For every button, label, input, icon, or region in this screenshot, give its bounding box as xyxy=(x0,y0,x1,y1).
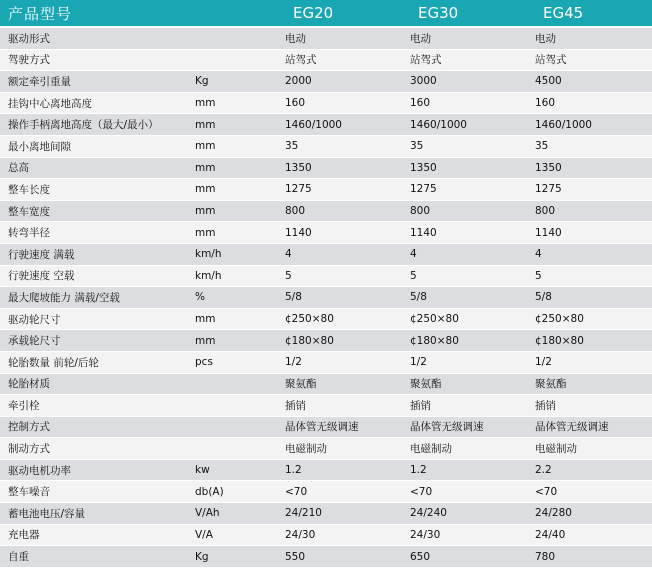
spec-unit: km/h xyxy=(195,243,283,265)
spec-unit: db(A) xyxy=(195,481,283,503)
spec-name: 驾驶方式 xyxy=(0,49,195,71)
spec-name: 牵引栓 xyxy=(0,395,195,417)
spec-value: 聚氨酯 xyxy=(283,373,408,395)
spec-unit xyxy=(195,416,283,438)
spec-name: 蓄电池电压/容量 xyxy=(0,503,195,525)
spec-value: 电动 xyxy=(283,27,408,49)
spec-name: 行驶速度 满载 xyxy=(0,243,195,265)
spec-name: 额定牵引重量 xyxy=(0,71,195,93)
spec-unit: V/A xyxy=(195,524,283,546)
spec-value: 160 xyxy=(408,92,533,114)
spec-value: 24/30 xyxy=(283,524,408,546)
table-row xyxy=(0,308,652,330)
spec-unit: mm xyxy=(195,114,283,136)
table-row xyxy=(0,49,652,71)
spec-value: 1350 xyxy=(408,157,533,179)
spec-unit xyxy=(195,49,283,71)
spec-value: 160 xyxy=(283,92,408,114)
spec-value: 1140 xyxy=(533,222,652,244)
spec-name: 转弯半径 xyxy=(0,222,195,244)
spec-value: 插销 xyxy=(283,395,408,417)
spec-name: 行驶速度 空载 xyxy=(0,265,195,287)
spec-value: 2000 xyxy=(283,71,408,93)
spec-value: 24/210 xyxy=(283,503,408,525)
spec-value: 24/30 xyxy=(408,524,533,546)
spec-value: 1460/1000 xyxy=(408,114,533,136)
spec-value: ¢250×80 xyxy=(533,308,652,330)
spec-value: ¢180×80 xyxy=(283,330,408,352)
spec-unit: V/Ah xyxy=(195,503,283,525)
spec-value: ¢180×80 xyxy=(533,330,652,352)
table-row xyxy=(0,179,652,201)
spec-unit: mm xyxy=(195,308,283,330)
spec-value: 5 xyxy=(283,265,408,287)
table-row xyxy=(0,92,652,114)
table-row xyxy=(0,546,652,568)
spec-value: 1460/1000 xyxy=(533,114,652,136)
spec-value: 1275 xyxy=(533,179,652,201)
spec-value: 1/2 xyxy=(533,351,652,373)
spec-name: 制动方式 xyxy=(0,438,195,460)
spec-unit xyxy=(195,438,283,460)
spec-value: 1140 xyxy=(408,222,533,244)
spec-name: 驱动电机功率 xyxy=(0,459,195,481)
spec-value: 1/2 xyxy=(283,351,408,373)
spec-name: 总高 xyxy=(0,157,195,179)
header-model-2: EG30 xyxy=(408,0,533,27)
spec-value: 晶体管无级调速 xyxy=(408,416,533,438)
spec-name: 自重 xyxy=(0,546,195,568)
table-row xyxy=(0,459,652,481)
spec-value: 插销 xyxy=(533,395,652,417)
table-row xyxy=(0,481,652,503)
spec-value: 5/8 xyxy=(408,287,533,309)
spec-value: 2.2 xyxy=(533,459,652,481)
spec-value: 650 xyxy=(408,546,533,568)
table-row xyxy=(0,503,652,525)
table-row xyxy=(0,524,652,546)
spec-value: 4 xyxy=(533,243,652,265)
spec-value: 24/240 xyxy=(408,503,533,525)
spec-value: 站驾式 xyxy=(283,49,408,71)
spec-value: 1140 xyxy=(283,222,408,244)
spec-value: 插销 xyxy=(408,395,533,417)
header-model-1: EG20 xyxy=(283,0,408,27)
header-row xyxy=(0,0,652,27)
spec-value: 电动 xyxy=(533,27,652,49)
table-row xyxy=(0,416,652,438)
spec-value: 800 xyxy=(533,200,652,222)
spec-value: ¢250×80 xyxy=(283,308,408,330)
spec-value: 1350 xyxy=(283,157,408,179)
spec-value: ¢250×80 xyxy=(408,308,533,330)
spec-value: 1460/1000 xyxy=(283,114,408,136)
spec-unit: km/h xyxy=(195,265,283,287)
table-row xyxy=(0,135,652,157)
spec-value: <70 xyxy=(533,481,652,503)
table-row xyxy=(0,27,652,49)
spec-name: 整车噪音 xyxy=(0,481,195,503)
spec-body xyxy=(0,27,652,567)
spec-value: 4 xyxy=(283,243,408,265)
spec-value: ¢180×80 xyxy=(408,330,533,352)
table-row xyxy=(0,395,652,417)
spec-unit: mm xyxy=(195,92,283,114)
spec-unit xyxy=(195,395,283,417)
spec-value: <70 xyxy=(408,481,533,503)
spec-value: 1.2 xyxy=(408,459,533,481)
spec-value: 800 xyxy=(408,200,533,222)
spec-name: 驱动形式 xyxy=(0,27,195,49)
spec-name: 轮胎数量 前轮/后轮 xyxy=(0,351,195,373)
table-row xyxy=(0,114,652,136)
table-row xyxy=(0,330,652,352)
spec-value: 1275 xyxy=(283,179,408,201)
spec-unit: % xyxy=(195,287,283,309)
table-row xyxy=(0,438,652,460)
spec-value: 1.2 xyxy=(283,459,408,481)
spec-unit: mm xyxy=(195,135,283,157)
table-row xyxy=(0,71,652,93)
spec-value: 聚氨酯 xyxy=(533,373,652,395)
spec-unit: mm xyxy=(195,200,283,222)
table-row xyxy=(0,287,652,309)
spec-value: 800 xyxy=(283,200,408,222)
spec-value: 3000 xyxy=(408,71,533,93)
spec-value: 晶体管无级调速 xyxy=(283,416,408,438)
spec-value: 35 xyxy=(408,135,533,157)
spec-name: 控制方式 xyxy=(0,416,195,438)
spec-value: 5 xyxy=(408,265,533,287)
spec-value: 电磁制动 xyxy=(283,438,408,460)
spec-unit: kw xyxy=(195,459,283,481)
spec-value: 1275 xyxy=(408,179,533,201)
spec-value: 4500 xyxy=(533,71,652,93)
spec-value: 5/8 xyxy=(283,287,408,309)
spec-name: 充电器 xyxy=(0,524,195,546)
spec-name: 承载轮尺寸 xyxy=(0,330,195,352)
table-row xyxy=(0,243,652,265)
spec-value: 160 xyxy=(533,92,652,114)
spec-value: 1/2 xyxy=(408,351,533,373)
spec-value: 聚氨酯 xyxy=(408,373,533,395)
spec-name: 整车长度 xyxy=(0,179,195,201)
spec-value: 24/280 xyxy=(533,503,652,525)
table-row xyxy=(0,200,652,222)
spec-value: 35 xyxy=(533,135,652,157)
table-row xyxy=(0,157,652,179)
spec-name: 最大爬坡能力 满载/空载 xyxy=(0,287,195,309)
spec-unit xyxy=(195,27,283,49)
table-row xyxy=(0,265,652,287)
spec-value: 晶体管无级调速 xyxy=(533,416,652,438)
spec-value: 4 xyxy=(408,243,533,265)
header-model-3: EG45 xyxy=(533,0,652,27)
spec-name: 操作手柄离地高度（最大/最小） xyxy=(0,114,195,136)
spec-value: 5 xyxy=(533,265,652,287)
spec-value: 电动 xyxy=(408,27,533,49)
spec-value: 24/40 xyxy=(533,524,652,546)
spec-value: 780 xyxy=(533,546,652,568)
spec-value: 35 xyxy=(283,135,408,157)
spec-value: 5/8 xyxy=(533,287,652,309)
spec-unit: mm xyxy=(195,179,283,201)
table-row xyxy=(0,373,652,395)
spec-value: <70 xyxy=(283,481,408,503)
spec-unit: pcs xyxy=(195,351,283,373)
spec-value: 550 xyxy=(283,546,408,568)
spec-value: 站驾式 xyxy=(408,49,533,71)
spec-unit: mm xyxy=(195,330,283,352)
spec-unit xyxy=(195,373,283,395)
header-title: 产品型号 xyxy=(0,0,195,27)
spec-value: 电磁制动 xyxy=(533,438,652,460)
table-row xyxy=(0,351,652,373)
spec-unit: Kg xyxy=(195,71,283,93)
table-row xyxy=(0,222,652,244)
spec-name: 挂钩中心离地高度 xyxy=(0,92,195,114)
spec-value: 站驾式 xyxy=(533,49,652,71)
spec-name: 轮胎材质 xyxy=(0,373,195,395)
spec-name: 驱动轮尺寸 xyxy=(0,308,195,330)
spec-unit: mm xyxy=(195,157,283,179)
spec-value: 电磁制动 xyxy=(408,438,533,460)
spec-name: 最小离地间隙 xyxy=(0,135,195,157)
spec-value: 1350 xyxy=(533,157,652,179)
header-unit-blank xyxy=(195,0,283,27)
spec-unit: Kg xyxy=(195,546,283,568)
spec-name: 整车宽度 xyxy=(0,200,195,222)
spec-unit: mm xyxy=(195,222,283,244)
